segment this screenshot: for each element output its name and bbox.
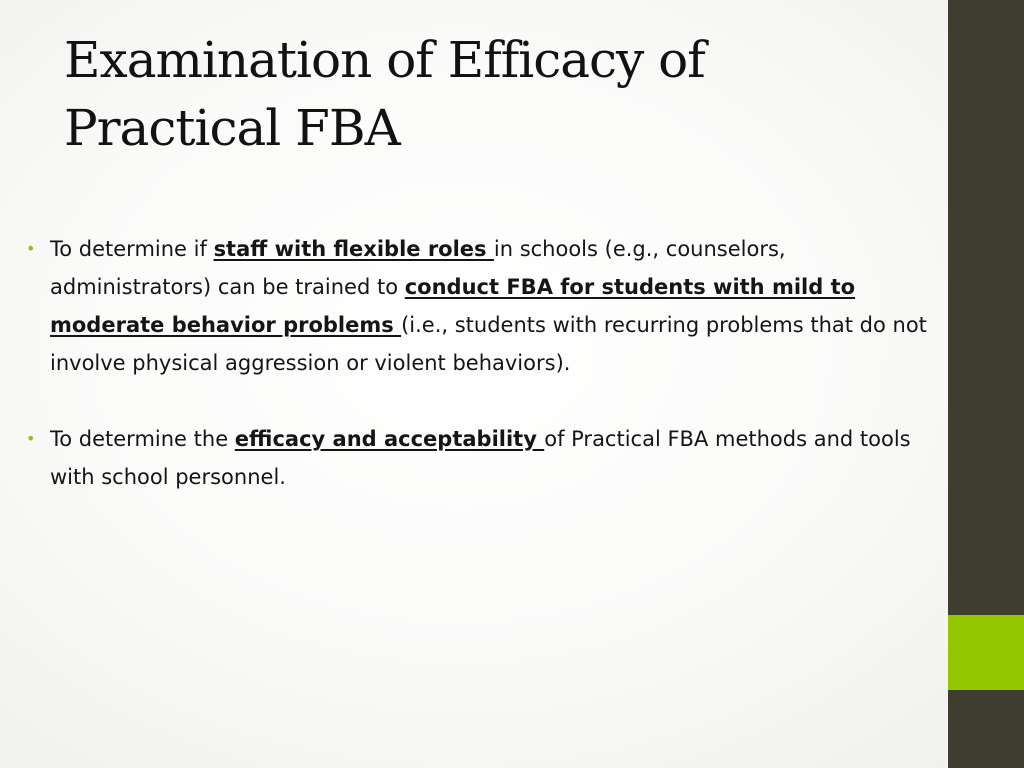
bullet-dot-icon: •	[26, 429, 36, 448]
slide-title: Examination of Efficacy of Practical FBA	[64, 31, 705, 157]
bullet-dot-icon: •	[26, 239, 36, 258]
bullet-text: To determine the	[50, 427, 235, 451]
bullet-text: (i.e., students with recurring problems that do not involve physical aggression or violent behaviors).	[50, 313, 927, 375]
bullet-item	[24, 230, 936, 382]
bullet-text: in schools (e.g., counselors, administrators) can be trained to	[50, 237, 786, 299]
bullet-text: of Practical FBA methods and tools with school personnel.	[50, 427, 911, 489]
bullet-item	[24, 420, 936, 496]
bullet-text: To determine if	[50, 237, 214, 261]
sidebar-accent	[948, 615, 1024, 690]
bullet-emphasis: staff with flexible roles	[213, 237, 494, 261]
bullet-list	[24, 230, 936, 534]
bullet-emphasis: conduct FBA for students with mild to moderate behavior problems	[50, 275, 856, 337]
bullet-emphasis: efficacy and acceptability	[234, 427, 545, 451]
